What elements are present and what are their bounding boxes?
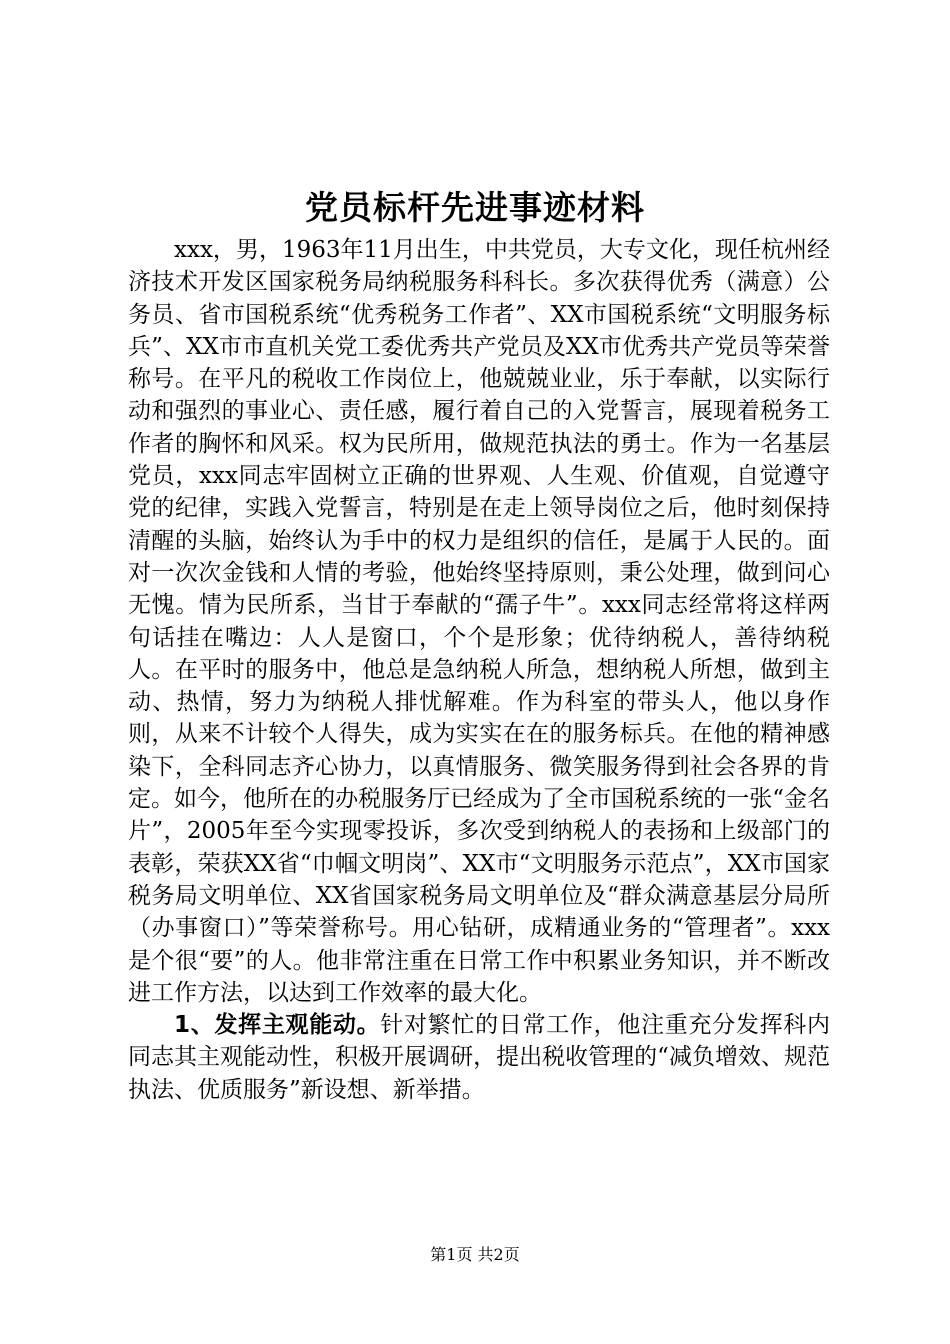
section-heading: 1、发挥主观能动。 (174, 1012, 381, 1039)
page-title: 党员标杆先进事迹材料 (305, 188, 645, 227)
body-paragraph: xxx，男，1963年11月出生，中共党员，大专文化，现任杭州经济技术开发区国家税务局纳税服务科科长。多次获得优秀（满意）公务员、省市国税系统“优秀税务工作者”、XX市国税系统“文明服务标兵”、XX市市直机关党工委优秀共产党员及XX市优秀共产党员等荣誉称号。在平凡的税收工作岗位上，他兢兢业业，乐于奉献，以实际行动和强烈的事业心、责任感，履行着自己的入党誓言，展现着税务工作者的胸怀和风采。权为民所用，做规范执法的勇士。作为一名基层党员，xxx同志牢固树立正确的世界观、人生观、价值观，自觉遵守党的纪律，实践入党誓言，特别是在走上领导岗位之后，他时刻保持清醒的头脑，始终认为手中的权力是组织的信任，是属于人民的。面对一次次金钱和人情的考验，他始终坚持原则，秉公处理，做到问心无愧。情为民所系，当甘于奉献的“孺子牛”。xxx同志经常将这样两句话挂在嘴边：人人是窗口，个个是形象；优待纳税人，善待纳税人。在平时的服务中，他总是急纳税人所急，想纳税人所想，做到主动、热情，努力为纳税人排忧解难。作为科室的带头人，他以身作则，从来不计较个人得失，成为实实在在的服务标兵。在他的精神感染下，全科同志齐心协力，以真情服务、微笑服务得到社会各界的肯定。如今，他所在的办税服务厅已经成为了全市国税系统的一张“金名片”，2005年至今实现零投诉，多次受到纳税人的表扬和上级部门的表彰，荣获XX省“巾帼文明岗”、XX市“文明服务示范点”，XX市国家税务局文明单位、XX省国家税务局文明单位及“群众满意基层分局所（办事窗口）”等荣誉称号。用心钻研，成精通业务的“管理者”。xxx是个很“要”的人。他非常注重在日常工作中积累业务知识，并不断改进工作方法，以达到工作效率的最大化。 (128, 237, 830, 1006)
page-number-footer: 第1页 共2页 (430, 1245, 520, 1264)
body-paragraph-2 (128, 1009, 830, 1106)
section-text: 针对繁忙的日常工作，他注重充分发挥科内同志其主观能动性，积极开展调研，提出税收管理的“减负增效、规范执法、优质服务”新设想、新举措。 (128, 1012, 830, 1103)
document-body (128, 234, 830, 1106)
